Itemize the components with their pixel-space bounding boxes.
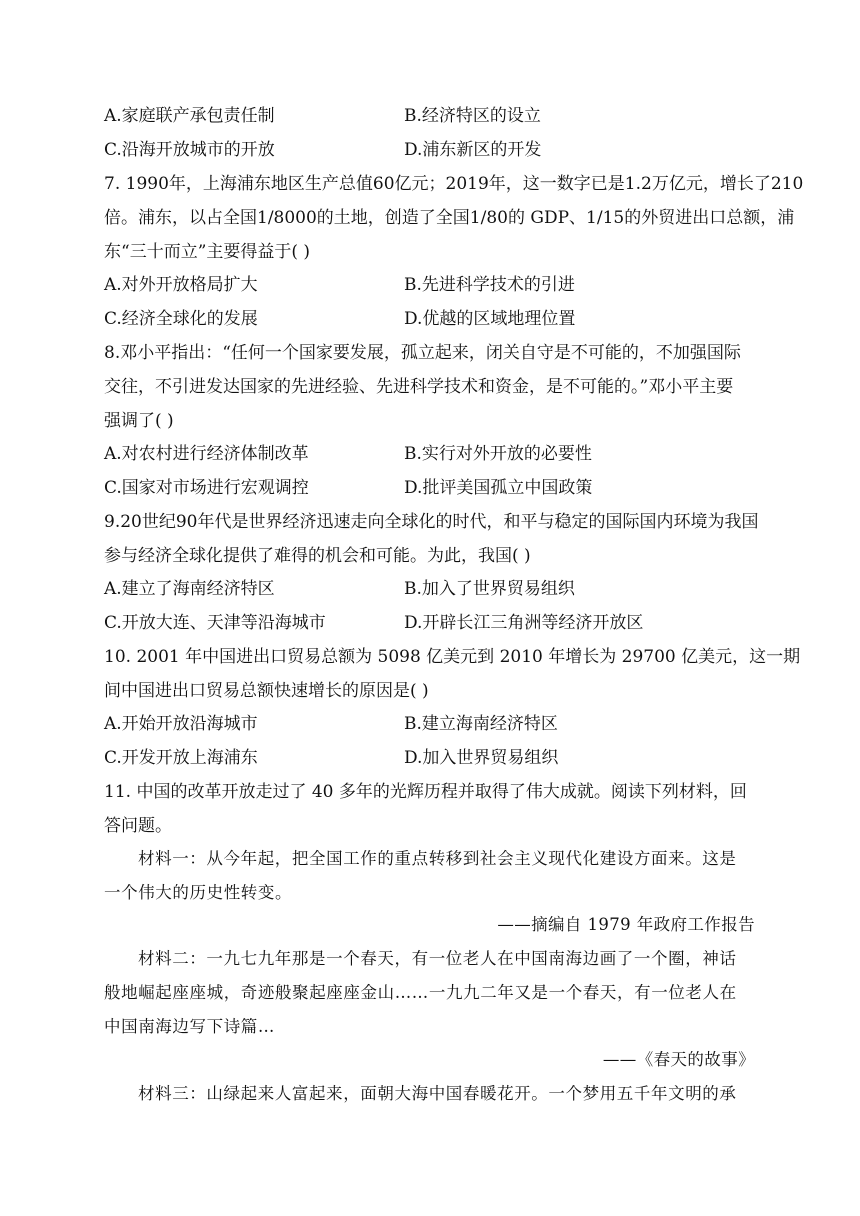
q7-option-b: B.先进科学技术的引进 [404,275,575,295]
q7-stem-line-2: 倍。浦东，以占全国1/8000的土地，创造了全国1/80的 GDP、1/15的外贸进出口总额，浦 [104,208,795,228]
material-3-line-1: 材料三：山绿起来人富起来，面朝大海中国春暖花开。一个梦用五千年文明的承 [138,1084,737,1103]
q9-stem-line-2: 参与经济全球化提供了难得的机会和可能。为此，我国( ) [104,546,531,566]
q7-option-c: C.经济全球化的发展 [104,309,258,329]
q8-option-d: D.批评美国孤立中国政策 [404,478,593,498]
q11-stem-line-1: 11. 中国的改革开放走过了 40 多年的光辉历程并取得了伟大成就。阅读下列材料，回 [104,782,747,802]
q8-option-c: C.国家对市场进行宏观调控 [104,478,309,498]
material-2-line-2: 般地崛起座座城，奇迹般聚起座座金山……一九九二年又是一个春天，有一位老人在 [104,983,737,1002]
material-2-line-3: 中国南海边写下诗篇… [104,1017,275,1036]
q7-stem-line-1: 7. 1990年，上海浦东地区生产总值60亿元；2019年，这一数字已是1.2万亿元，增长了210 [104,174,804,194]
q8-stem-line-2: 交往，不引进发达国家的先进经验、先进科学技术和资金，是不可能的。”邓小平主要 [104,377,734,397]
q10-option-c: C.开发开放上海浦东 [104,748,258,768]
q7-option-d: D.优越的区域地理位置 [404,309,576,329]
q7-option-a: A.对外开放格局扩大 [104,275,258,295]
q9-stem-line-1: 9.20世纪90年代是世界经济迅速走向全球化的时代，和平与稳定的国际国内环境为我国 [104,512,759,532]
q8-option-a: A.对农村进行经济体制改革 [104,444,309,464]
material-1-line-1: 材料一：从今年起，把全国工作的重点转移到社会主义现代化建设方面来。这是 [138,849,737,868]
q10-stem-line-1: 10. 2001 年中国进出口贸易总额为 5098 亿美元到 2010 年增长为 29700 亿美元，这一期 [104,647,801,667]
q6-option-b: B.经济特区的设立 [404,106,541,126]
q9-option-d: D.开辟长江三角洲等经济开放区 [404,613,644,633]
q8-stem-line-3: 强调了( ) [104,411,174,431]
q10-option-a: A.开始开放沿海城市 [104,714,258,734]
material-1-source: ——摘编自 1979 年政府工作报告 [497,915,755,934]
q11-stem-line-2: 答问题。 [104,816,172,836]
q6-option-d: D.浦东新区的开发 [404,140,542,160]
material-1-line-2: 一个伟大的历史性转变。 [104,883,293,902]
q7-stem-line-3: 东“三十而立”主要得益于( ) [104,242,311,262]
q10-option-d: D.加入世界贸易组织 [404,748,559,768]
q9-option-b: B.加入了世界贸易组织 [404,579,575,599]
q10-stem-line-2: 间中国进出口贸易总额快速增长的原因是( ) [104,681,429,701]
q8-stem-line-1: 8.邓小平指出：“任何一个国家要发展，孤立起来，闭关自守是不可能的，不加强国际 [104,343,741,363]
material-2-line-1: 材料二：一九七九年那是一个春天，有一位老人在中国南海边画了一个圈，神话 [138,949,737,968]
q9-option-a: A.建立了海南经济特区 [104,579,275,599]
q10-option-b: B.建立海南经济特区 [404,714,558,734]
q6-option-a: A.家庭联产承包责任制 [104,106,275,126]
material-2-source: ——《春天的故事》 [602,1050,755,1069]
q6-option-c: C.沿海开放城市的开放 [104,140,275,160]
q8-option-b: B.实行对外开放的必要性 [404,444,592,464]
q9-option-c: C.开放大连、天津等沿海城市 [104,613,326,633]
